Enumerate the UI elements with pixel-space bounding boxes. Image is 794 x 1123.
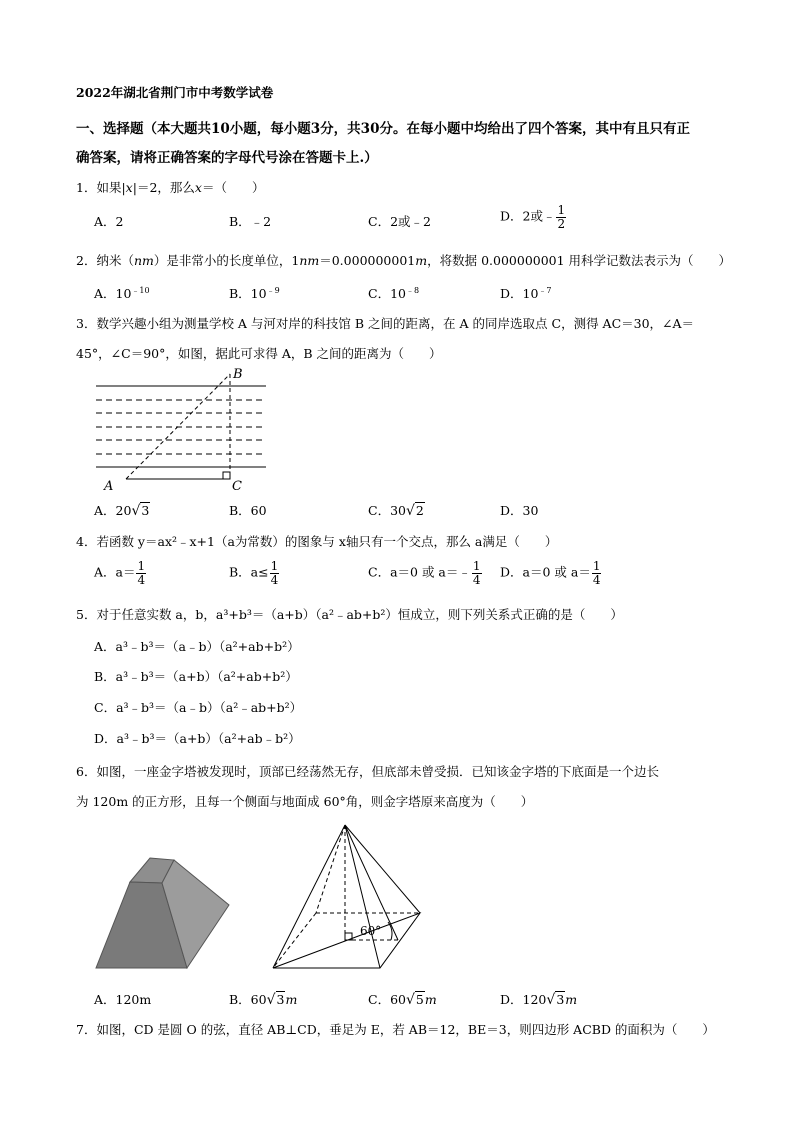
q2-stem: 2．纳米（nm）是非常小的长度单位，1nm＝0.000000001m，将数据 0.000000001 用科学记数法表示为（ ） [76, 253, 732, 268]
q3-option-a: A．20√3 [94, 503, 150, 519]
q1-option-b: B．﹣2 [229, 214, 272, 229]
q3-option-d: D．30 [500, 503, 539, 518]
point-label-c: C [232, 479, 242, 494]
q5-stem: 5．对于任意实数 a，b，a³+b³＝（a+b）（a²﹣ab+b²）恒成立，则下列关系式正确的是（ ） [76, 607, 623, 622]
q3-river-diagram [90, 366, 270, 496]
q6-option-a: A．120m [94, 992, 152, 1007]
q1-stem: 1．如果|x|＝2，那么x＝（ ） [76, 180, 265, 195]
q2-option-d: D．$10^{﹣7}$ [500, 285, 552, 301]
section-header-line1: 一、选择题（本大题共10小题，每小题3分，共30分。在每小题中均给出了四个答案，其中有且只有正 [76, 121, 690, 137]
q7-stem: 7．如图，CD 是圆 O 的弦，直径 AB⊥CD，垂足为 E，若 AB＝12，BE＝3，则四边形 ACBD 的面积为（ ） [76, 1022, 715, 1037]
point-label-a: A [104, 479, 114, 494]
q6-stem-line2: 为 120m 的正方形，且每一个侧面与地面成 60°角，则金字塔原来高度为（ ） [76, 794, 534, 809]
q6-option-b: B．60√3m [229, 992, 298, 1008]
q3-stem-line1: 3．数学兴趣小组为测量学校 A 与河对岸的科技馆 B 之间的距离，在 A 的同岸选取点 C，测得 AC＝30，∠A＝ [76, 316, 695, 331]
q6-option-d: D．120√3m [500, 992, 578, 1008]
q6-frustum-figure [92, 850, 232, 975]
q2-option-b: B．$10^{﹣9}$ [229, 285, 280, 301]
q1-option-d: D．2或﹣ $\frac{1}{2}$ [500, 203, 566, 231]
q5-option-d: D．a³﹣b³＝（a+b）（a²+ab﹣b²） [94, 731, 301, 746]
q4-option-d: D．a＝0 或 a＝ $\frac{1}{4}$ [500, 559, 601, 587]
q2-option-a: A．$10^{﹣10}$ [94, 285, 150, 301]
pyramid-edge-front [345, 825, 380, 968]
q4-option-a: A．a＝ $\frac{1}{4}$ [94, 559, 146, 587]
q5-option-b: B．a³﹣b³＝（a+b）（a²+ab+b²） [94, 669, 298, 684]
q3-stem-line2: 45°，∠C＝90°，如图，据此可求得 A，B 之间的距离为（ ） [76, 346, 442, 361]
q6-stem-line1: 6．如图，一座金字塔被发现时，顶部已经荡然无存，但底部未曾受损．已知该金字塔的下底面是一个边长 [76, 764, 659, 779]
q6-option-c: C．60√5m [368, 992, 437, 1008]
pyramid-edge-back-left [316, 825, 345, 913]
q2-option-c: C．$10^{﹣8}$ [368, 285, 420, 301]
section-header-line2: 确答案，请将正确答案的字母代号涂在答题卡上.） [76, 150, 378, 166]
q6-pyramid-figure [270, 822, 430, 972]
q3-option-c: C．30√2 [368, 503, 424, 519]
q5-option-c: C．a³﹣b³＝（a﹣b）（a²﹣ab+b²） [94, 700, 303, 715]
doc-title: 2022年湖北省荆门市中考数学试卷 [76, 85, 274, 100]
pyramid-slant-height [345, 825, 398, 940]
q5-option-a: A．a³﹣b³＝（a﹣b）（a²+ab+b²） [94, 639, 300, 654]
q1-option-a: A．2 [94, 214, 124, 229]
q1-option-c: C．2或﹣2 [368, 214, 431, 229]
q4-option-b: B．a≤ $\frac{1}{4}$ [229, 559, 279, 587]
right-angle-mark [223, 472, 230, 479]
q4-option-c: C．a＝0 或 a＝﹣ $\frac{1}{4}$ [368, 559, 481, 587]
point-label-b: B [233, 367, 243, 382]
q4-stem: 4．若函数 y＝ax²﹣x+1（a为常数）的图象与 x轴只有一个交点，那么 a满足（ ） [76, 534, 558, 549]
q1-d-fraction: $\frac{1}{2}$ [557, 203, 566, 231]
q3-option-b: B．60 [229, 503, 267, 518]
pyramid-angle-label: 60° [360, 924, 382, 938]
pyramid-edge-left [273, 825, 345, 968]
